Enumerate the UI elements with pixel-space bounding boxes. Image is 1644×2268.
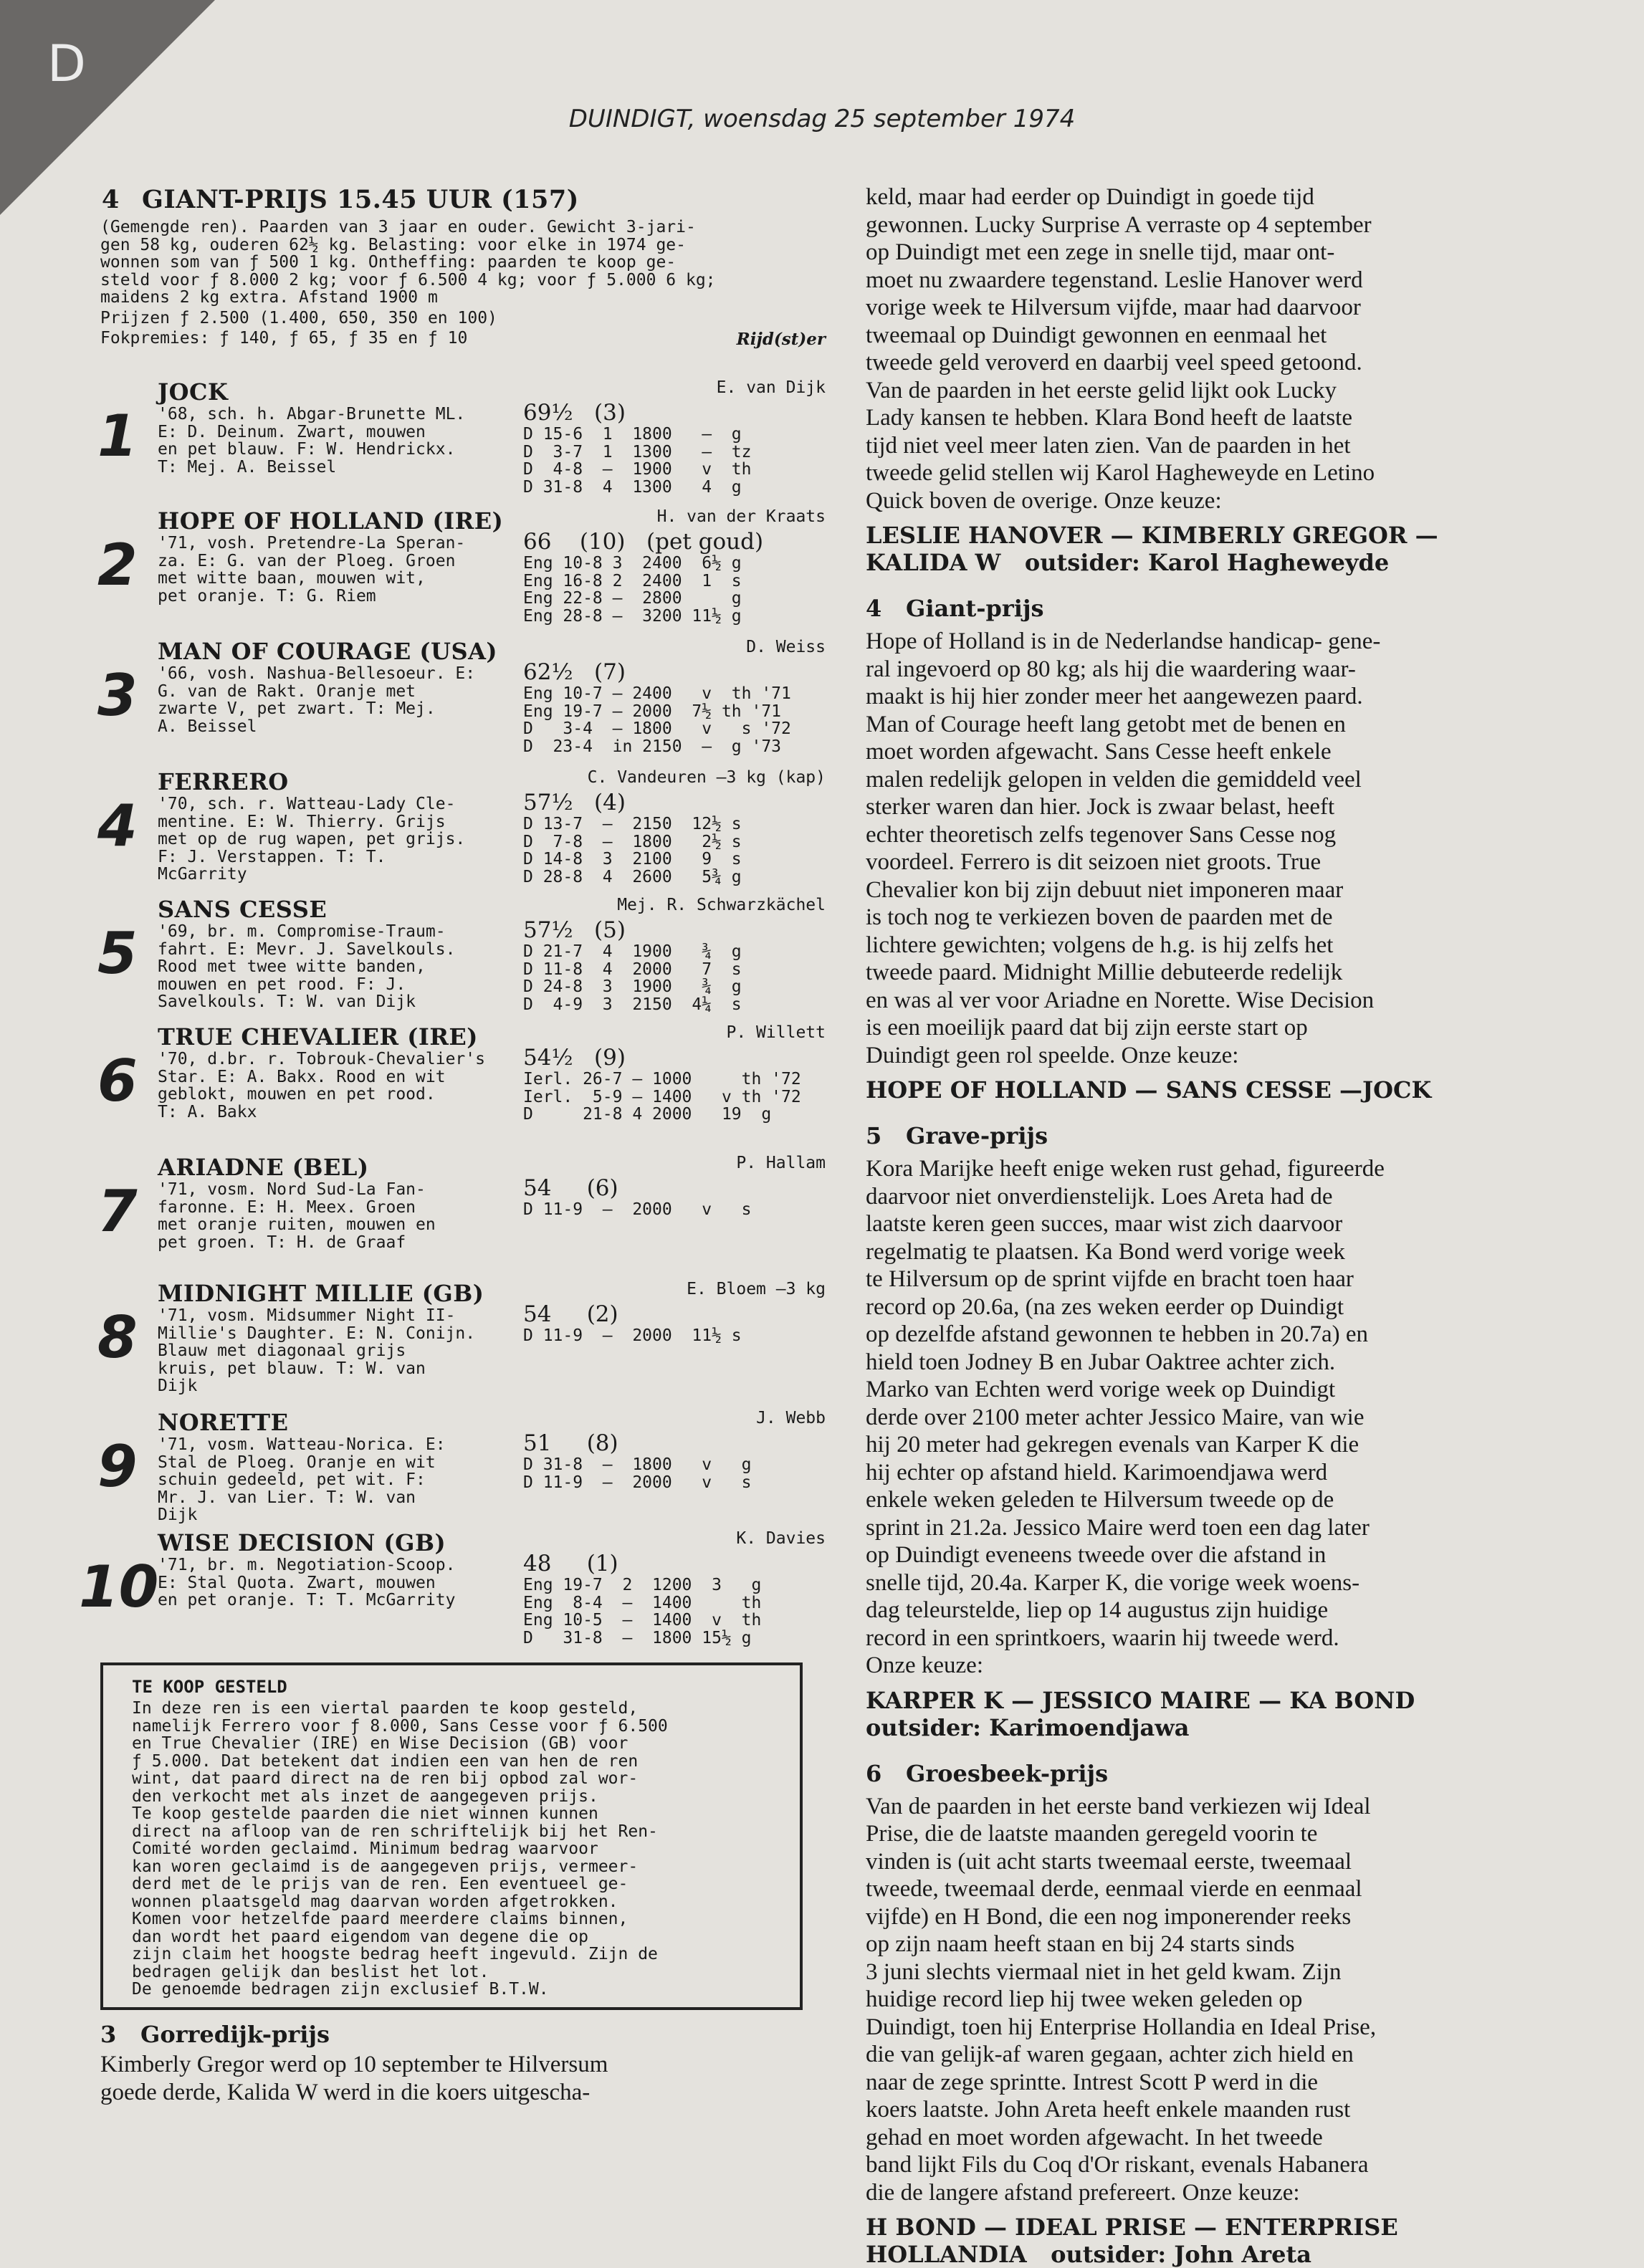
horse-number: 2: [97, 532, 138, 598]
horse-jockey: C. Vandeuren —3 kg (kap): [587, 768, 826, 787]
horse-jockey: P. Willett: [726, 1023, 826, 1042]
horse-number: 3: [97, 662, 138, 729]
groesbeek-prijs-text: Van de paarden in het eerste band verkiezen wij Ideal Prise, die de laatste maanden geregeld voorin te vinden is (uit acht starts tweemaal eerste, tweemaal tweede, tweemaal derde, eenmaal vierde en eenmaal vijfde) en H Bond, die een nog imponerender reeks op zijn naam heeft staan en bij 24 starts sinds 3 juni slechts viermaal niet in het geld kwam. Zijn huidige record liep hij twee weken geleden op Duindigt, toen hij Enterprise Hollandia en Ideal Prise, die van gelijk-af waren gegaan, achter zich hield en naar de zege sprintte. Intrest Scott P werd in die koers laatste. John Areta heeft enkele maanden rust gehad en moet worden afgewacht. In het tweede band lijkt Fils du Coq d'Or riskant, evenals Habanera die de langere afstand prefereert. Onze keuze:: [866, 1793, 1377, 2206]
te-koop-box: [100, 1662, 803, 2010]
horse-form: D 11-9 — 2000 v s: [523, 1200, 752, 1219]
rijder-header: Rijd(st)er: [736, 330, 826, 349]
sec5-number: 5: [866, 1122, 882, 1149]
horse-name: ARIADNE (BEL): [158, 1154, 369, 1181]
te-koop-text: In deze ren is een viertal paarden te koop gesteld, namelijk Ferrero voor ƒ 8.000, Sans Cesse voor ƒ 6.500 en True Chevalier (IRE) en Wise Decision (GB) voor ƒ 5.000. Dat betekent dat indien een van hen de ren wint, dat paard direct na de ren bij opbod zal wor- den verkocht met als inzet de aangegeven prijs. Te koop gestelde paarden die niet winnen kunnen direct na afloop van de ren schriftelijk bij het Ren- Comité worden geclaimd. Minimum bedrag waarvoor kan woren geclaimd is de aangegeven prijs, vermeer- derd met de le prijs van de ren. Een eventueel ge- wonnen plaatsgeld mag daarvan worden afgetrokken. Komen voor hetzelfde paard meerdere claims binnen, dan wordt het paard eigendom van degene die op zijn claim het hoogste bedrag heeft ingevuld. Zijn de bedragen gelijk dan beslist het lot. De genoemde bedragen zijn exclusief B.T.W.: [132, 1699, 668, 1999]
gorredijk-title: [100, 2021, 608, 2048]
horse-entry: [97, 1280, 826, 1406]
horse-entry: [97, 1409, 826, 1526]
sec5-title: Grave-prijs: [906, 1122, 1048, 1149]
horse-jockey: J. Webb: [756, 1409, 826, 1427]
giant-prijs-text: Hope of Holland is in de Nederlandse handicap- gene- ral ingevoerd op 80 kg; als hij die waardering waar- maakt is hij hier zonder meer het aangewezen paard. Man of Courage heeft lang getobt met de benen en moet worden afgewacht. Sans Cesse heeft enkele malen redelijk gelopen in velden die gemiddeld veel sterker waren dan hier. Jock is zwaar belast, heeft echter theoretisch zelfs tegenover Sans Cesse nog voordeel. Ferrero is dit seizoen niet groots. True Chevalier kon bij zijn debuut niet imponeren maar is toch nog te verkiezen boven de paarden met de lichtere gewichten; volgens de h.g. is hij zelfs het tweede paard. Midnight Millie debuteerde redelijk en was al ver voor Ariadne en Norette. Wise Decision is een moeilijk paard dat bij zijn eerste start op Duindigt geen rol speelde. Onze keuze:: [866, 628, 1381, 1068]
gorredijk-section: [100, 2021, 608, 2106]
horse-description: '71, vosm. Watteau-Norica. E: Stal de Ploeg. Oranje en wit schuin gedeeld, pet wit. F: Mr. J. van Lier. T: W. van Dijk: [158, 1435, 446, 1524]
horse-description: '66, vosh. Nashua-Bellesoeur. E: G. van de Rakt. Oranje met zwarte V, pet zwart. T: Mej. A. Beissel: [158, 664, 476, 736]
race-card-column: [79, 185, 826, 2105]
gorredijk-number: 3: [100, 2021, 117, 2048]
race-title: [102, 185, 826, 214]
horse-description: '69, br. m. Compromise-Traum- fahrt. E: Mevr. J. Savelkouls. Rood met twee witte banden, mouwen en pet rood. F: J. Savelkouls. T: W. van Dijk: [158, 922, 456, 1011]
horse-jockey: D. Weiss: [746, 638, 826, 656]
commentary-column: [866, 183, 1594, 2268]
horse-entry: [97, 1154, 826, 1277]
horse-description: '71, vosh. Pretendre-La Speran- za. E: G. van der Ploeg. Groen met witte baan, mouwen wit, pet oranje. T: G. Riem: [158, 534, 466, 606]
horse-form: Eng 10-8 3 2400 6½ g Eng 16-8 2 2400 1 s Eng 22-8 — 2800 g Eng 28-8 — 3200 11½ g: [523, 554, 742, 626]
pick-race-4: HOPE OF HOLLAND — SANS CESSE —JOCK: [866, 1076, 1432, 1104]
horse-weight-draw: 66 (10) (pet goud): [523, 529, 764, 555]
horse-jockey: E. van Dijk: [716, 378, 826, 397]
horse-name: FERRERO: [158, 768, 289, 795]
horse-entry: [97, 896, 826, 1020]
horse-name: MIDNIGHT MILLIE (GB): [158, 1280, 484, 1307]
grave-prijs-text: Kora Marijke heeft enige weken rust gehad, figureerde daarvoor niet onverdienstelijk. Loes Areta had de laatste keren geen succes, maar wist zich daarvoor regelmatig te plaatsen. Ka Bond werd vorige week te Hilversum op de sprint vijfde en bracht toen haar record op 20.6a, (na zes weken eerder op Duindigt op dezelfde afstand gewonnen te hebben in 20.7a) en hield toen Jodney B en Jubar Oaktree achter zich. Marko van Echten werd vorige week op Duindigt derde over 2100 meter achter Jessico Maire, van wie hij 20 meter had gekregen evenals van Karper K die hij echter op afstand hield. Karimoendjawa werd enkele weken geleden te Hilversum tweede op de sprint in 21.2a. Jessico Maire werd toen een dag later op Duindigt eveneens tweede over die afstand in snelle tijd, 20.4a. Karper K, die vorige week woens- dag teleurstelde, liep op 14 augustus zijn huidige record in een sprintkoers, waarin hij tweede werd. Onze keuze:: [866, 1156, 1385, 1678]
horse-jockey: P. Hallam: [736, 1154, 826, 1172]
horse-number: 4: [97, 793, 138, 859]
horse-form: D 21-7 4 1900 ¾ g D 11-8 4 2000 7 s D 24-8 3 1900 ¾ g D 4-9 3 2150 4¼ s: [523, 942, 742, 1014]
horse-name: NORETTE: [158, 1409, 289, 1436]
horse-form: Eng 19-7 2 1200 3 g Eng 8-4 — 1400 th Eng 10-5 — 1400 v th D 31-8 — 1800 15½ g: [523, 1576, 762, 1647]
sec6-title: Groesbeek-prijs: [906, 1759, 1109, 1787]
horse-number: 1: [97, 403, 138, 469]
horse-form: D 15-6 1 1800 — g D 3-7 1 1300 — tz D 4-8 — 1900 v th D 31-8 4 1300 4 g: [523, 425, 752, 497]
horse-description: '68, sch. h. Abgar-Brunette ML. E: D. Deinum. Zwart, mouwen en pet blauw. F: W. Hendrickx. T: Mej. A. Beissel: [158, 405, 466, 477]
horse-name: WISE DECISION (GB): [158, 1529, 446, 1556]
horse-weight-draw: 69½ (3): [523, 400, 626, 426]
horse-name: MAN OF COURAGE (USA): [158, 638, 498, 665]
horse-description: '71, br. m. Negotiation-Scoop. E: Stal Quota. Zwart, mouwen en pet oranje. T: T. McGarrity: [158, 1556, 456, 1609]
horse-number: 7: [97, 1178, 138, 1245]
fokpremies-row: [100, 330, 826, 350]
horse-name: HOPE OF HOLLAND (IRE): [158, 507, 504, 535]
horse-weight-draw: 57½ (4): [523, 790, 626, 815]
gorredijk-title-text: Gorredijk-prijs: [140, 2021, 330, 2048]
race-title-text: GIANT-PRIJS 15.45 UUR (157): [142, 185, 579, 214]
horse-form: Eng 10-7 — 2400 v th '71 Eng 19-7 — 2000 7½ th '71 D 3-4 — 1800 v s '72 D 23-4 in 2150 — g '73: [523, 684, 791, 756]
horse-form: Ierl. 26-7 — 1000 th '72 Ierl. 5-9 — 1400 v th '72 D 21-8 4 2000 19 g: [523, 1070, 801, 1124]
horse-weight-draw: 54 (2): [523, 1301, 618, 1327]
horse-name: JOCK: [158, 378, 229, 406]
horse-form: D 31-8 — 1800 v g D 11-9 — 2000 v s: [523, 1455, 752, 1492]
page-header: DUINDIGT, woensdag 25 september 1974: [568, 105, 1076, 133]
horse-description: '71, vosm. Nord Sud-La Fan- faronne. E: H. Meex. Groen met oranje ruiten, mouwen en pet groen. T: H. de Graaf: [158, 1180, 436, 1252]
horse-weight-draw: 57½ (5): [523, 917, 626, 943]
horse-jockey: E. Bloem —3 kg: [687, 1280, 826, 1298]
horse-weight-draw: 54½ (9): [523, 1045, 626, 1071]
pick-race-6: H BOND — IDEAL PRISE — ENTERPRISE HOLLANDIA outsider: John Areta: [866, 2214, 1398, 2268]
horse-entry: [79, 1529, 826, 1673]
horse-number: 8: [97, 1304, 138, 1371]
race-conditions: (Gemengde ren). Paarden van 3 jaar en ouder. Gewicht 3-jari- gen 58 kg, ouderen 62½ kg. Belasting: voor elke in 1974 ge- wonnen som van ƒ 500 1 kg. Ontheffing: paarden te koop ge- steld voor ƒ 8.000 2 kg; voor ƒ 6.500 4 kg; voor ƒ 5.000 6 kg; maidens 2 kg extra. Afstand 1900 m: [100, 218, 716, 307]
horse-jockey: K. Davies: [736, 1529, 826, 1548]
pick-race-5: KARPER K — JESSICO MAIRE — KA BOND outsider: Karimoendjawa: [866, 1686, 1415, 1741]
horse-number: 5: [97, 920, 138, 987]
horse-name: SANS CESSE: [158, 896, 328, 923]
horse-name: TRUE CHEVALIER (IRE): [158, 1023, 478, 1051]
intro-text: keld, maar had eerder op Duindigt in goede tijd gewonnen. Lucky Surprise A verraste op 4 september op Duindigt met een zege in snelle tijd, maar ont- moet nu zwaardere tegenstand. Leslie Hanover werd vorige week te Hilversum vijfde, maar had daarvoor tweemaal op Duindigt gewonnen en eenmaal het tweede geld veroverd en daarbij veel speed getoond. Van de paarden in het eerste gelid lijkt ook Lucky Lady kansen te hebben. Klara Bond heeft de laatste tijd niet veel meer laten zien. Van de paarden in het tweede gelid stellen wij Karol Hagheweyde en Letino Quick boven de overige. Onze keuze:: [866, 184, 1375, 514]
horse-number: 10: [79, 1554, 159, 1620]
horse-entry: [97, 638, 826, 765]
horse-entry: [97, 768, 826, 893]
horse-jockey: Mej. R. Schwarzkächel: [617, 896, 826, 914]
horse-weight-draw: 51 (8): [523, 1430, 618, 1456]
groesbeek-prijs-heading: [866, 1760, 1594, 1787]
gorredijk-text: Kimberly Gregor werd op 10 september te Hilversum goede derde, Kalida W werd in die koers uitgescha-: [100, 2052, 608, 2105]
race-number: 4: [102, 185, 120, 214]
horse-form: D 13-7 — 2150 12½ s D 7-8 — 1800 2½ s D 14-8 3 2100 9 s D 28-8 4 2600 5¾ g: [523, 815, 742, 886]
race-prizes: Prijzen ƒ 2.500 (1.400, 650, 350 en 100): [100, 308, 497, 327]
horse-entry: [97, 507, 826, 635]
horse-number: 9: [97, 1433, 138, 1500]
horse-entry: [97, 378, 826, 504]
horse-description: '70, d.br. r. Tobrouk-Chevalier's Star. E: A. Bakx. Rood en wit geblokt, mouwen en pet rood. T: A. Bakx: [158, 1050, 485, 1121]
horse-weight-draw: 48 (1): [523, 1551, 618, 1576]
horse-weight-draw: 54 (6): [523, 1175, 618, 1201]
horse-jockey: H. van der Kraats: [656, 507, 826, 526]
horse-description: '70, sch. r. Watteau-Lady Cle- mentine. E: W. Thierry. Grijs met op de rug wapen, pet grijs. F: J. Verstappen. T: T. McGarrity: [158, 795, 466, 884]
pick-race-3: LESLIE HANOVER — KIMBERLY GREGOR — KALIDA W outsider: Karol Hagheweyde: [866, 522, 1438, 576]
horse-form: D 11-9 — 2000 11½ s: [523, 1326, 742, 1345]
sec6-number: 6: [866, 1759, 882, 1787]
horse-entry: [97, 1023, 826, 1151]
horse-description: '71, vosm. Midsummer Night II- Millie's Daughter. E: N. Conijn. Blauw met diagonaal grijs kruis, pet blauw. T: W. van Dijk: [158, 1306, 476, 1395]
giant-prijs-heading: [866, 595, 1594, 622]
horse-number: 6: [97, 1048, 138, 1114]
sec4-number: 4: [866, 595, 882, 622]
te-koop-title: TE KOOP GESTELD: [132, 1677, 287, 1697]
section-letter: D: [47, 34, 86, 93]
fokpremies: Fokpremies: ƒ 140, ƒ 65, ƒ 35 en ƒ 10: [100, 329, 468, 348]
horse-weight-draw: 62½ (7): [523, 659, 626, 685]
sec4-title: Giant-prijs: [906, 595, 1044, 622]
grave-prijs-heading: [866, 1122, 1594, 1149]
